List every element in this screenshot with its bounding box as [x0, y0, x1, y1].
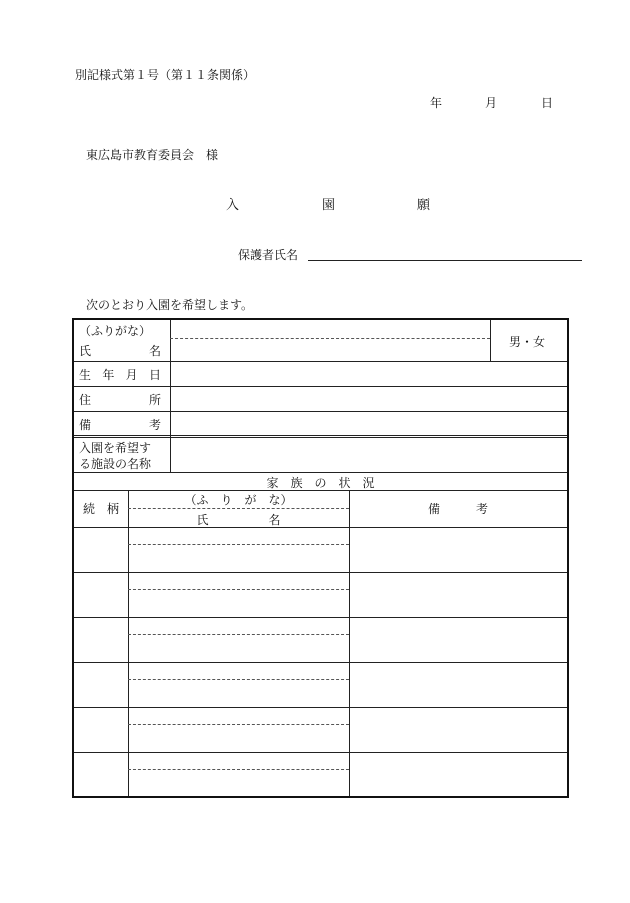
facility-input[interactable]	[172, 439, 566, 469]
birthdate-label: 生 年 月 日	[79, 368, 161, 382]
guardian-name-label: 保護者氏名	[238, 248, 299, 262]
family-name-label: 氏 名	[196, 513, 281, 527]
application-table	[72, 318, 569, 798]
sex-options[interactable]: 男・女	[509, 335, 546, 349]
birthdate-input[interactable]	[172, 363, 566, 383]
facility-label-line1: 入園を希望す	[79, 441, 152, 455]
address-input[interactable]	[172, 388, 566, 408]
title-char-2: 園	[322, 198, 336, 213]
date-day-label: 日	[541, 96, 554, 110]
title-char-1: 入	[226, 198, 240, 213]
family-row[interactable]	[74, 528, 127, 571]
remarks-input[interactable]	[172, 413, 566, 433]
furigana-label: （ふりがな）	[79, 324, 152, 338]
family-row[interactable]	[74, 708, 127, 751]
title-char-3: 願	[417, 198, 431, 213]
family-row[interactable]	[74, 753, 127, 795]
family-row[interactable]	[74, 573, 127, 616]
family-row[interactable]	[74, 618, 127, 661]
name-input[interactable]	[172, 340, 488, 359]
form-number: 別記様式第１号（第１１条関係）	[75, 68, 256, 82]
date-year-label: 年	[430, 96, 443, 110]
address-label: 住 所	[79, 393, 161, 407]
intro-text: 次のとおり入園を希望します。	[86, 298, 254, 312]
guardian-name-field[interactable]	[308, 260, 582, 261]
name-label: 氏 名	[79, 344, 161, 358]
date-month-label: 月	[485, 96, 498, 110]
family-furigana-label: （ふ り が な）	[184, 493, 293, 507]
furigana-input[interactable]	[172, 322, 488, 337]
facility-label-line2: る施設の名称	[79, 457, 152, 471]
relation-label: 続 柄	[82, 502, 119, 516]
addressee: 東広島市教育委員会 様	[86, 148, 219, 162]
family-row[interactable]	[74, 663, 127, 706]
remarks-label: 備 考	[79, 418, 161, 432]
family-remarks-label: 備 考	[427, 502, 488, 516]
family-section-title: 家 族 の 状 況	[266, 476, 375, 490]
